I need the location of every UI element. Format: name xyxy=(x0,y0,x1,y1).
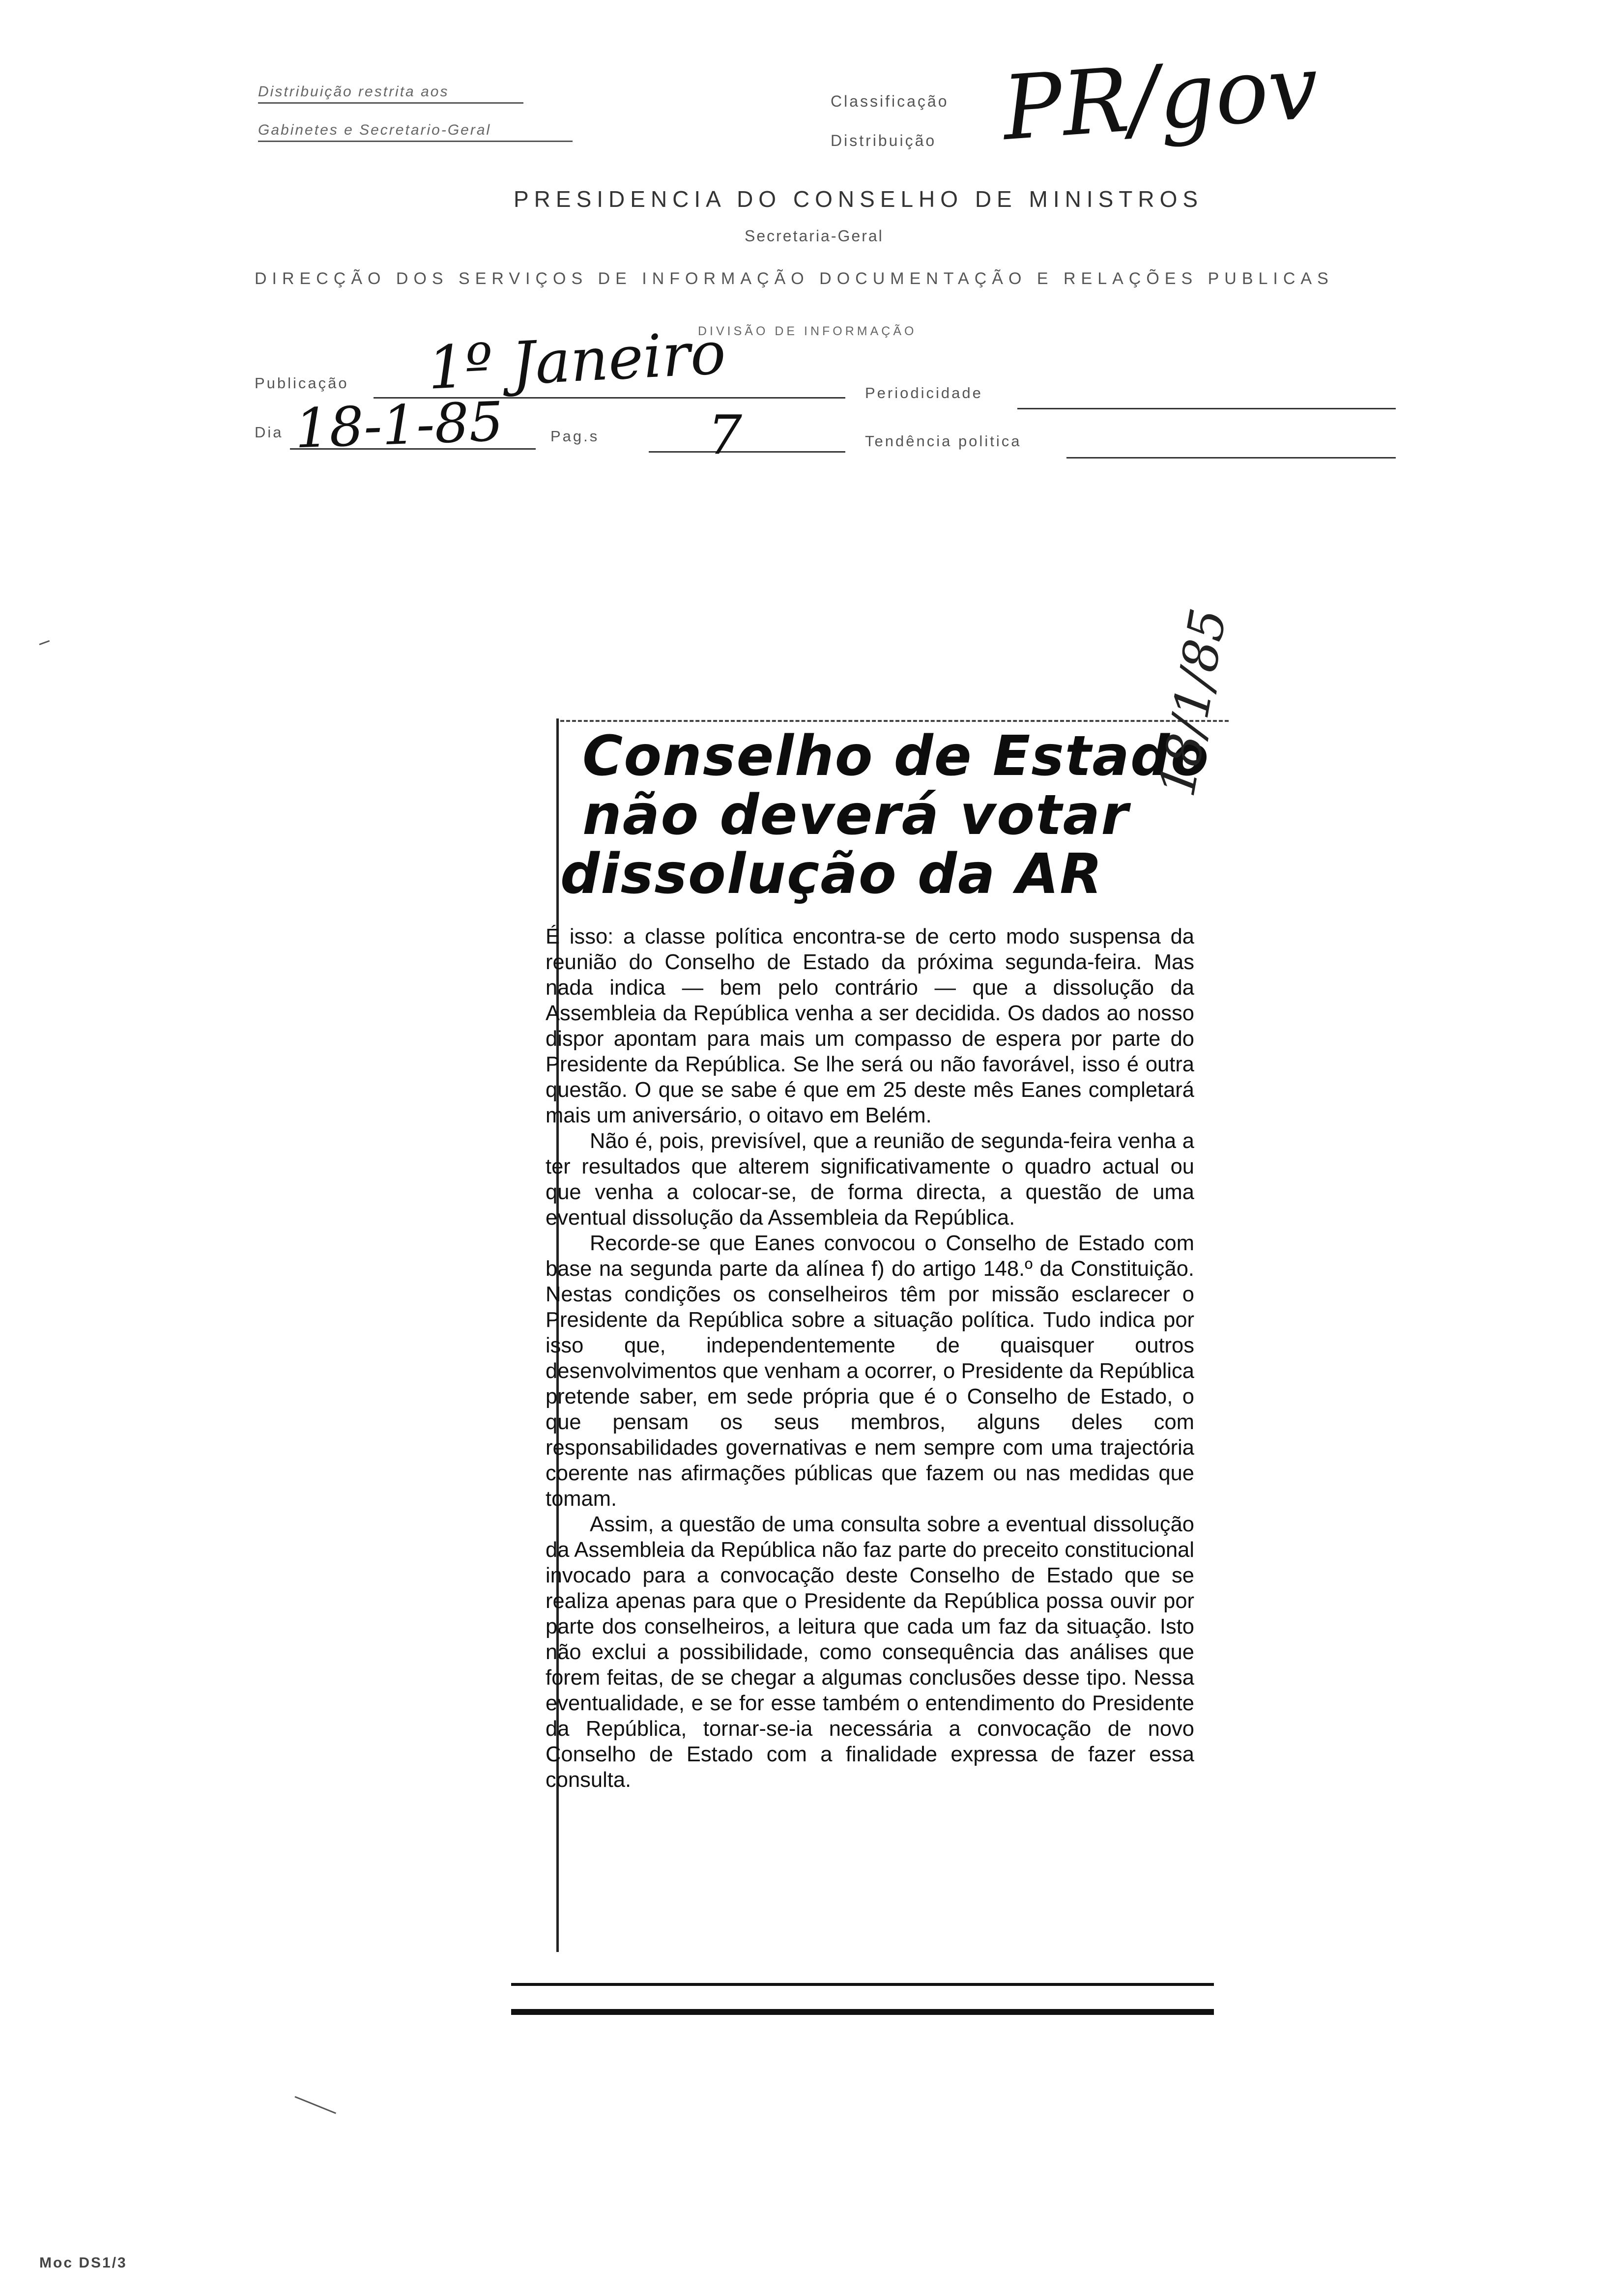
headline-line-1: Conselho de Estado xyxy=(582,724,1210,788)
distribuicao-label: Distribuição xyxy=(831,132,937,149)
tendencia-label: Tendência politica xyxy=(865,432,1022,450)
tendencia-line xyxy=(1066,457,1396,459)
stray-mark-left xyxy=(39,640,50,645)
stray-mark-bottom xyxy=(294,2096,336,2114)
publicacao-value: 1º Janeiro xyxy=(426,319,728,403)
periodicidade-label: Periodicidade xyxy=(865,384,983,402)
article-paragraph-3: Recorde-se que Eanes convocou o Conselho de Estado com base na segunda parte da alínea f) do artigo 148.º da Constituição. Nestas condições os conselheiros têm por missão esclarecer o Presidente da República sobre a situação política. Tudo indica por isso que, independentemente de quaisquer outros desenvolvimentos que venham a ocorrer, o Presidente da República pretende saber, em sede própria que é o Conselho de Estado, o que pensam os seus membros, alguns deles com responsabilidades governativas e nem sempre com uma trajectória coerente nas afirmações públicas que fazem ou nas medidas que tomam. xyxy=(546,1232,1194,1511)
article-paragraph-2: Não é, pois, previsível, que a reunião de segunda-feira venha a ter resultados que alterem significativamente o quadro actual ou que venha a colocar-se, de forma directa, a questão de uma eventual dissolução da Assembleia da República. xyxy=(546,1129,1194,1230)
presidencia-heading: PRESIDENCIA DO CONSELHO DE MINISTROS xyxy=(514,186,1204,212)
article-paragraph-1: É isso: a classe política encontra-se de certo modo suspensa da reunião do Conselho de Estado da próxima segunda-feira. Mas nada indica — bem pelo contrário — que a dissolução da Assembleia da República venha a ser decidida. Os dados ao nosso dispor apontam para mais um compasso de espera por parte do Presidente da República. Se lhe será ou não favorável, isso é outra questão. O que se sabe é que em 25 deste mês Eanes completará mais um aniversário, o oitavo em Belém. xyxy=(546,925,1194,1127)
dia-label: Dia xyxy=(255,424,284,441)
secretaria-geral: Secretaria-Geral xyxy=(745,227,884,245)
divisao-informacao: DIVISÃO DE INFORMAÇÃO xyxy=(698,324,917,338)
periodicidade-line xyxy=(1017,408,1396,409)
classification-handwritten-mark: PR/gov xyxy=(999,35,1322,161)
distribution-line-1: Distribuição restrita aos xyxy=(258,84,523,104)
clipping-top-edge xyxy=(560,720,1229,722)
clipping-bottom-rule-1 xyxy=(511,1983,1214,1986)
dia-value: 18-1-85 xyxy=(293,390,505,460)
headline-line-2: não deverá votar xyxy=(582,783,1129,847)
publicacao-label: Publicação xyxy=(255,374,349,392)
footer-form-code: Moc DS1/3 xyxy=(39,2255,127,2271)
distribution-line-2: Gabinetes e Secretario-Geral xyxy=(258,122,573,142)
pagina-label: Pag.s xyxy=(550,428,600,445)
classificacao-label: Classificação xyxy=(831,92,949,110)
direccao-servicos: DIRECÇÃO DOS SERVIÇOS DE INFORMAÇÃO DOCUMENTAÇÃO E RELAÇÕES PUBLICAS xyxy=(255,269,1334,288)
headline-line-3: dissolução da AR xyxy=(560,842,1103,906)
clipping-bottom-rule-2 xyxy=(511,2009,1214,2015)
article-body xyxy=(546,924,1194,1793)
pagina-value: 7 xyxy=(708,403,742,466)
handwritten-date-annotation: 18/1/85 xyxy=(1148,604,1238,801)
article-paragraph-4: Assim, a questão de uma consulta sobre a eventual dissolução da Assembleia da República não faz parte do preceito constitucional invocado para a convocação deste Conselho de Estado que se realiza apenas para que o Presidente da República possa ouvir por parte dos conselheiros, a leitura que cada um faz da situação. Isto não exclui a possibilidade, como consequência das análises que forem feitas, de se chegar a algumas conclusões desse tipo. Nessa eventualidade, e se for esse também o entendimento do Presidente da República, tornar-se-ia necessária a convocação de novo Conselho de Estado com a finalidade expressa de fazer essa consulta. xyxy=(546,1513,1194,1792)
pagina-line xyxy=(649,451,845,453)
